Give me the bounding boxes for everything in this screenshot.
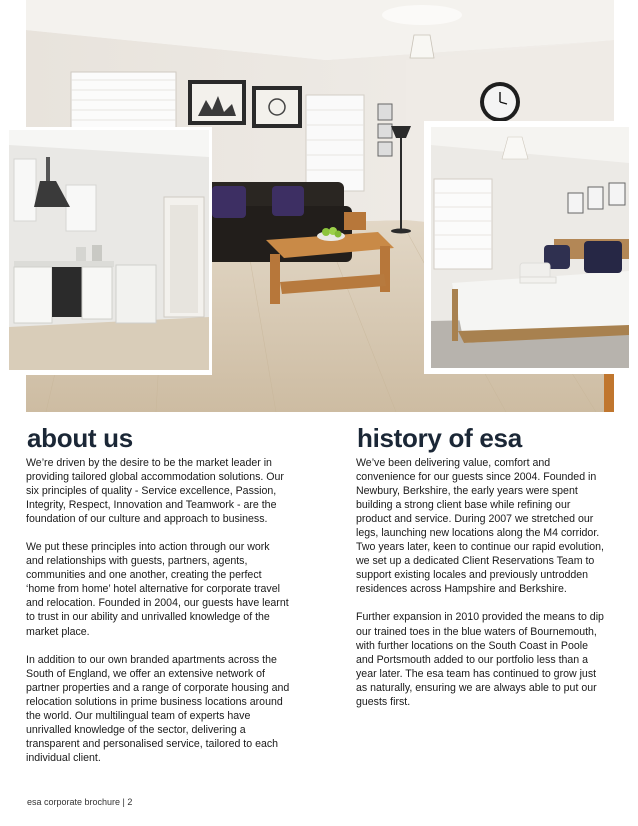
kitchen-photo-frame <box>6 127 212 375</box>
history-paragraph-1: We’ve been delivering value, comfort and convenience for our guests since 2004. Founded in Newbury, Berkshire, the early years were spent building a strong client base while refining our product and service. During 2007 we stretched our legs, launching new locations along the M4 corridor. Two years later, keen to continue our rapid evolution, we set up a dedicated Client Reservations Team to support existing locales and previously untrodden residences across Hampshire and Berkshire. <box>356 457 604 596</box>
history-paragraph-2: Further expansion in 2010 provided the means to dip our trained toes in the blue waters of Bournemouth, with further locations on the South Coast in Poole and Portsmouth added to our portfolio less than a year later. The esa team has continued to grow just as naturally, ensuring we are always able to put our guests first. <box>356 611 604 708</box>
history-heading: history of esa <box>357 423 522 453</box>
page-footer: esa corporate brochure | 2 <box>27 797 133 807</box>
about-paragraph-3: In addition to our own branded apartments across the South of England, we offer an extensive network of partner properties and a range of corporate housing and relocation solutions in prime business locations around the world. Our multilingual team of experts have unrivalled knowledge of the sector, delivering a transparent and personalised service, tailored to each individual client. <box>26 653 290 764</box>
bedroom-photo <box>424 121 638 374</box>
history-text <box>356 456 608 723</box>
about-paragraph-1: We’re driven by the desire to be the market leader in providing tailored global accommodation solutions. Our six principles of quality - Service excellence, Passion, Integrity, Respect, Innovation and Teamwork - are the foundation of our culture and approach to business. <box>26 457 284 526</box>
about-paragraph-2: We put these principles into action through our work and relationships with guests, partners, agents, communities and one another, creating the perfect ‘home from home’ hotel alternative for corporate travel and relocation. Founded in 2004, our guests have learnt to trust in our ability and unrivalled knowledge of the market place. <box>26 541 289 638</box>
kitchen-photo <box>6 127 212 375</box>
about-text <box>26 456 290 779</box>
about-heading: about us <box>27 423 133 453</box>
bedroom-photo-frame <box>424 121 638 374</box>
